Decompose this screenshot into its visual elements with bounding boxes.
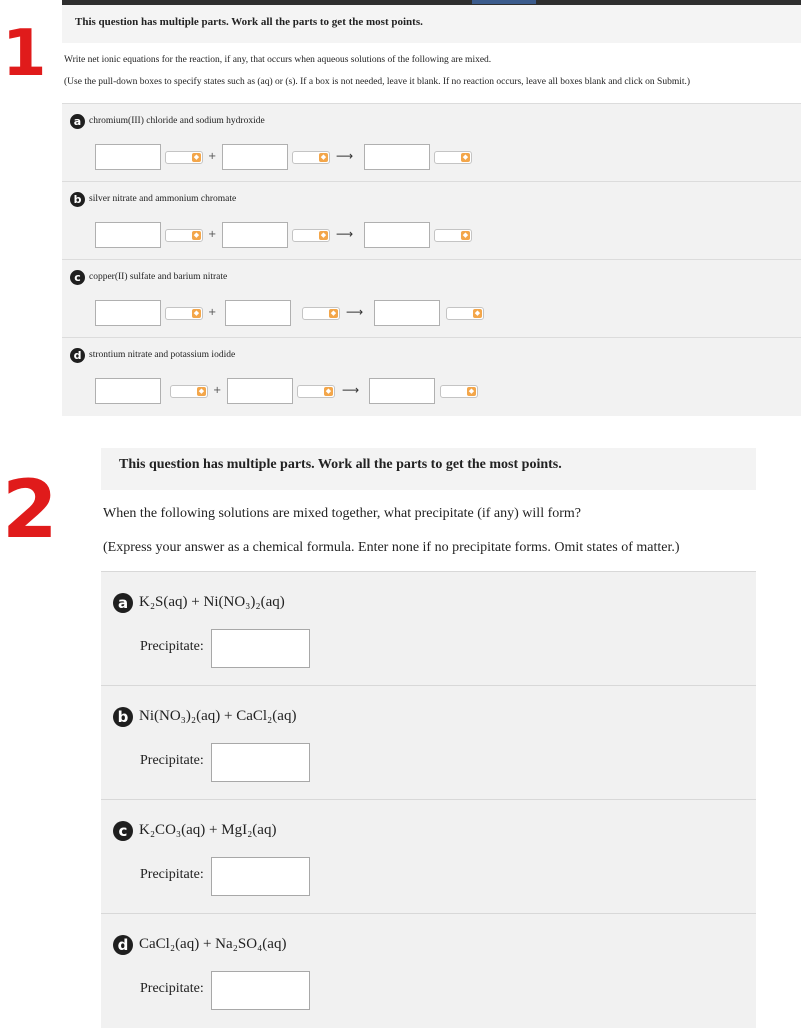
product-input[interactable] — [364, 222, 430, 248]
precipitate-label: Precipitate: — [140, 867, 204, 882]
marker-1: 1 — [2, 17, 47, 91]
reaction-arrow: ⟶ — [346, 305, 364, 319]
reactant-1-input[interactable] — [95, 144, 161, 170]
precipitate-label: Precipitate: — [140, 753, 204, 768]
question-1-header-text: This question has multiple parts. Work all the parts to get the most points. — [75, 16, 423, 28]
reactant-2-input[interactable] — [225, 300, 291, 326]
part-b-title: silver nitrate and ammonium chromate — [89, 194, 237, 204]
q1-part-b — [62, 181, 801, 260]
question-1-instruction-1: Write net ionic equations for the reaction, if any, that occurs when aqueous solutions of the following are mixed. — [64, 55, 492, 65]
question-2-header — [101, 448, 756, 490]
q1-part-d — [62, 337, 801, 416]
part-a-equation: K₂S(aq) + Ni(NO₃)₂(aq) — [139, 594, 285, 610]
chevron-updown-icon: ◆ — [193, 153, 200, 161]
precipitate-label: Precipitate: — [140, 981, 204, 996]
reactant-1-state-select[interactable] — [165, 151, 203, 164]
part-d-equation: CaCl₂(aq) + Na₂SO₄(aq) — [139, 936, 287, 952]
part-c-badge: c — [113, 821, 133, 841]
reactant-1-state-select[interactable] — [165, 229, 203, 242]
top-tab — [472, 0, 536, 4]
chevron-updown-icon: ◆ — [330, 309, 337, 317]
chevron-updown-icon: ◆ — [193, 231, 200, 239]
reactant-2-state-select[interactable] — [297, 385, 335, 398]
part-d-title: strontium nitrate and potassium iodide — [89, 350, 236, 360]
reactant-2-input[interactable] — [222, 144, 288, 170]
precipitate-input[interactable] — [211, 629, 310, 668]
chevron-updown-icon: ◆ — [325, 387, 332, 395]
part-b-badge: b — [70, 192, 85, 207]
part-d-badge: d — [113, 935, 133, 955]
part-c-badge: c — [70, 270, 85, 285]
plus-sign: + — [208, 307, 217, 318]
precipitate-input[interactable] — [211, 857, 310, 896]
precipitate-input[interactable] — [211, 971, 310, 1010]
question-2-instructions — [101, 490, 756, 571]
reactant-2-input[interactable] — [227, 378, 293, 404]
product-state-select[interactable] — [434, 151, 472, 164]
reactant-1-input[interactable] — [95, 300, 161, 326]
chevron-updown-icon: ◆ — [320, 231, 327, 239]
reactant-2-state-select[interactable] — [292, 229, 330, 242]
part-d-badge: d — [70, 348, 85, 363]
reaction-arrow: ⟶ — [342, 383, 360, 397]
question-2-panel — [101, 448, 756, 1024]
plus-sign: + — [208, 151, 217, 162]
reaction-arrow: ⟶ — [336, 149, 354, 163]
q2-part-c — [101, 799, 756, 914]
question-1-panel — [62, 5, 801, 411]
reactant-1-input[interactable] — [95, 378, 161, 404]
q2-part-a — [101, 571, 756, 686]
chevron-updown-icon: ◆ — [468, 387, 475, 395]
chevron-updown-icon: ◆ — [462, 153, 469, 161]
part-b-badge: b — [113, 707, 133, 727]
part-a-badge: a — [113, 593, 133, 613]
chevron-updown-icon: ◆ — [474, 309, 481, 317]
q2-part-d — [101, 913, 756, 1028]
product-input[interactable] — [364, 144, 430, 170]
reactant-1-state-select[interactable] — [170, 385, 208, 398]
part-a-title: chromium(III) chloride and sodium hydroxide — [89, 116, 265, 126]
product-state-select[interactable] — [446, 307, 484, 320]
question-2-instruction-1: When the following solutions are mixed together, what precipitate (if any) will form? — [103, 506, 582, 521]
question-1-instruction-2: (Use the pull-down boxes to specify states such as (aq) or (s). If a box is not needed, leave it blank. If no reaction occurs, leave all boxes blank and click on Submit.) — [64, 77, 691, 87]
product-state-select[interactable] — [434, 229, 472, 242]
question-2-instruction-2: (Express your answer as a chemical formula. Enter none if no precipitate forms. Omit states of matter.) — [103, 540, 680, 555]
reaction-arrow: ⟶ — [336, 227, 354, 241]
plus-sign: + — [213, 385, 222, 396]
question-2-header-text: This question has multiple parts. Work all the parts to get the most points. — [119, 457, 562, 472]
q2-part-b — [101, 685, 756, 800]
q1-part-a — [62, 103, 801, 182]
part-b-equation: Ni(NO₃)₂(aq) + CaCl₂(aq) — [139, 708, 297, 724]
chevron-updown-icon: ◆ — [320, 153, 327, 161]
reactant-2-input[interactable] — [222, 222, 288, 248]
reactant-1-input[interactable] — [95, 222, 161, 248]
precipitate-input[interactable] — [211, 743, 310, 782]
q1-part-c — [62, 259, 801, 338]
product-input[interactable] — [374, 300, 440, 326]
reactant-2-state-select[interactable] — [292, 151, 330, 164]
question-1-header — [62, 5, 801, 44]
precipitate-label: Precipitate: — [140, 639, 204, 654]
chevron-updown-icon: ◆ — [193, 309, 200, 317]
part-a-badge: a — [70, 114, 85, 129]
plus-sign: + — [208, 229, 217, 240]
product-input[interactable] — [369, 378, 435, 404]
marker-2: 2 — [2, 463, 58, 556]
question-1-instructions — [62, 43, 801, 103]
chevron-updown-icon: ◆ — [198, 387, 205, 395]
chevron-updown-icon: ◆ — [462, 231, 469, 239]
product-state-select[interactable] — [440, 385, 478, 398]
part-c-title: copper(II) sulfate and barium nitrate — [89, 272, 228, 282]
reactant-2-state-select[interactable] — [302, 307, 340, 320]
part-c-equation: K₂CO₃(aq) + MgI₂(aq) — [139, 822, 277, 838]
reactant-1-state-select[interactable] — [165, 307, 203, 320]
